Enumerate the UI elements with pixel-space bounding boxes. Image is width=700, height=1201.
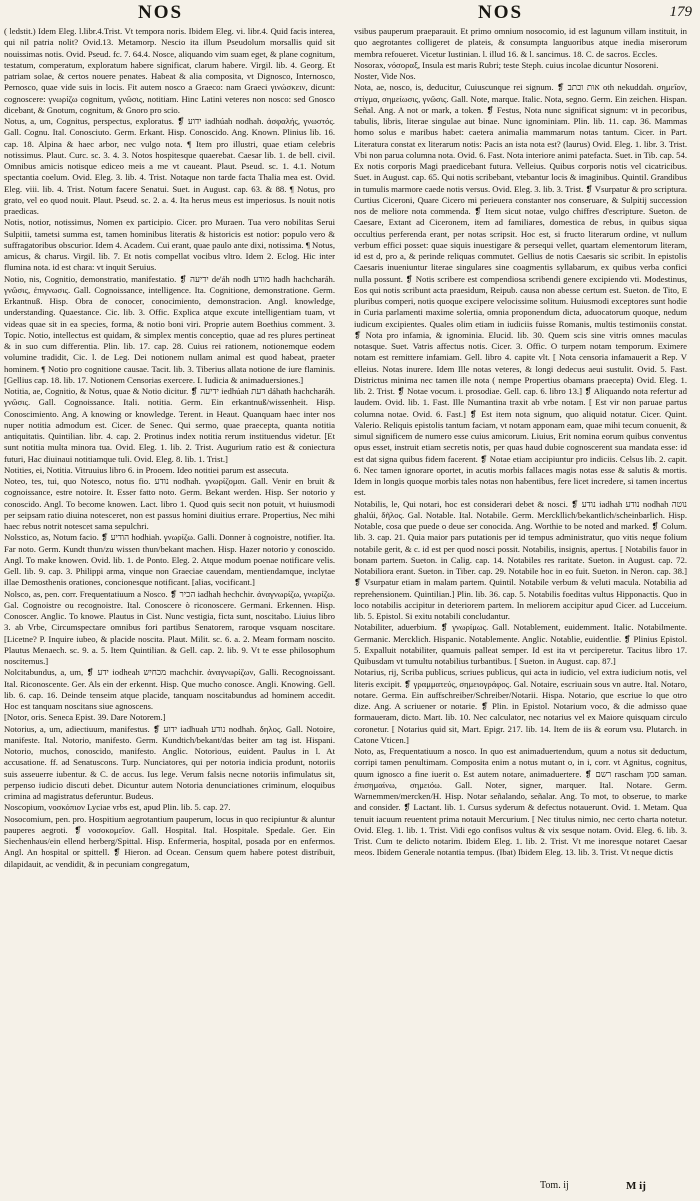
dictionary-entry: Noscopium, νοσκόπιον Lyciae vrbs est, apud Plin. lib. 5. cap. 27. bbox=[4, 802, 231, 813]
dictionary-entry: Noto, as, Frequentatiuum a nosco. In quo est animaduertendum, quum a notus sit deductum, corripi tamen penultimam. Composita enim a notus mutant o, in i, corr. vt Agnitus, cognitus, quum ignosco a fine iuerit o. Est autem notare, animaduertere. ❡ רשם rascham סמן saman. ἐπισημαίνω, σημειόω. Gall. Noter, signer, marquer. Ital. Notare. Germ. Warnemmen/mercken/H. Hisp. Notar señalando, señalar. Ang. To mot, to obserue, to marke and consider. ❡ Lactant. lib. 1. Cursus syderum & defectus notauerunt. Ovid. 1. Metam. Qua tenuit iacuum reuentent prima notauit Mercurium. [ Nec titulus nimio, nec certo charta notetur. Ovid. Eleg. 1. lib. 1. Trist. Vidi ego confisos vultus & vix sesque notam. Ovid. Eleg. 6. lib. 3. Trist. Cum te delicto notarim. Ibidem Eleg. 1. lib. 2. Trist. Vt me inoresque notaret Caesar meos. Ibidem Generale notantia tempus. (Ibat) Ibidem Eleg. 13. lib. 3. Trist. Vt neque dictis bbox=[354, 746, 687, 858]
running-head-left: NOS bbox=[138, 2, 184, 23]
page-number: 179 bbox=[669, 4, 692, 20]
dictionary-entry: Notities, ei, Notitia. Vitruuius libro 6. in Prooem. Ideo notitiei parum est assecuta. bbox=[4, 464, 289, 475]
signature-mark: M ij bbox=[626, 1180, 646, 1192]
running-head-right: NOS bbox=[478, 2, 524, 23]
page-header bbox=[0, 0, 700, 26]
dictionary-entry: Notabilis, le, Qui notari, hoc est considerari debet & nosci. ❡ נודע iadhah נודע nodhah נוטה ghalúi, δῆλος. Gal. Notable. Ital. Notabile. Germ. Merckllich/bekantlich/scheinbarlich. Hisp. Notable, cosa que puede o deue ser conocida. Ang. Worthie to be noted and marked. ❡ Colum. lib. 3. cap. 21. Quia maior pars putationis per id tempus administratur, quo vitis neque folium notabile gerit, & c. id est per quod nosci possit. Notabilis, insignis, apertus. [ Notabilis fauor in bonam partem. Sueton. in Calig. cap. 14. Notabiles res raritate. Sueton. in August. cap. 72. Notabiliora erant. Sueton. in Tiber. cap. 29. Notabile hoc in eo fuit. Sueton. in Neron. cap. 38.] ❡ Vsurpatur etiam in malam partem. Quintil. Notabile verbum & veluti macula. Notabilia ad reprehensionem. Quintilian.] Plin. lib. 36. cap. 5. Notabilis foeditas vultus Hipponactis. Quo in loco notabilis accipitur in deteriorem partem. In meliorem accipitur apud Cicer. ad Lucceium. lib. 5. Epistol. Si exitu notabili concludantur. bbox=[354, 498, 687, 621]
dictionary-entry: Noster, Vide Nos. bbox=[354, 71, 416, 81]
dictionary-entry: Notio, nis, Cognitio, demonstratio, manifestatio. ❡ ידיעה de'áh nodh מודע hadh hachcharáh. γνῶσις, ἐπιγνωσις. Gall. Cognoissance, intelligence. Ita. Cognitione, demonstratione. Germ. Erkantnuß. Hisp. Obra de conocer, conocimiento, demonstracion. Angl. knowledge, understanding. Quaestance. Cic. lib. 3. Offic. Explica atque excute intelligentiam tuam, vt videas quae sit in ea species, forma, & notio boni viri. Proprie autem Boethius comment. 3. Topic. Notio, intellectus est quidam, & simplex mentis conceptio, quae ad res plures pertineat & in suo cum differentia. Plin. lib. 17. cap. 28. Cuius rei rationem, notionemque eodem volumine tradidit, Cic. l. de Leg. Dei notionem nullam animal est quod habeat, praeter hominem. ¶ Notio pro cognitione causae. Tacit. lib. 3. Tiberius allata notione de iure flaminis. [Gellius cap. 18. lib. 17. Notionem Censorias exercere. I. Iudicia & animaduersiones.] bbox=[4, 273, 335, 385]
dictionary-entry: Noteo, tes, tui, quo Notesco, notus fio. נודע nodhah. γνωρίζομαι. Gall. Venir en bruit & cognoissance, estre notoire. It. Esser fatto noto. Germ. Bekant werden. Hisp. Ser notorio y conoscido. Angl. To become knowen. Lact. libro 1. Quod quis secit non potuit, vt huiusmodi per seipsam ratio diuina notesceret, non est passus homini diuitius errare. Propertius, Nec mihi haec rebus notrit notescet sama sepulchri. bbox=[4, 476, 335, 531]
dictionary-entry: Nosorax, νόσοραξ, Insula est maris Rubri; teste Steph. cuius incolae dicuntur Nosoreni. bbox=[354, 59, 659, 70]
dictionary-entry: Nolcitabundus, a, um, ❡ ידע iodheah מכחיש machchir. ἀναγνωρίζων, Galli. Recognoissant. Ital. Riconoscente. Ger. Als ein der erkennt. Hisp. Que mucho conosce. Angli. Knowing. Gell. lib. 6. cap. 16. Deinde tenseim atque placide, tanquam noscitabundus ad hominem accedit. Hoc est tanquam noscitans siue agnoscens. bbox=[4, 667, 335, 711]
left-column bbox=[4, 26, 335, 1174]
dictionary-entry: Notus, a, um, Cognitus, perspectus, exploratus. ❡ ידוע iadhúah nodhah. ἀσφαλής, γνωστός. Gall. Cognu. Ital. Conosciuto. Germ. Erkant. Hisp. Conoscido. Ang. Known. Plinius lib. 16. cap. 18. Alpina & haec arbor, nec vulgo nota. ¶ Item pro illustri, quae etiam celebris notissimus. Plaut. Curc. sc. 3. 4. 3. Notos hospitesque quaerebat. Caesar lib. 1. de bell. civil. Omnibus amicis notisque ediceo meis a me vt caueant. Plaut. Pseud. sc. 1. 4.1. Notum spectantia coelum. Ovid. Eleg. 3. lib. 4. Trist. Notaque non tarde facta Thalia mea est. Ovid. Eleg. viii. lib. 4. Trist. Notum facere Senatui. Suet. in August. cap. 63. & 88. ¶ Notus, pro grato, vel eo quod nouit. Plaut. Pseud. sc. 2. a. 4. Ita herus meus est imperiosus. Is nouit notis praedicas. bbox=[4, 116, 335, 216]
dictionary-entry: vsibus pauperum praeparauit. Et primo omnium nosocomio, id est lagunum villam instituit, in quo aegrotantes colligeret de plateis, & consumpta languoribus atque inedia miserorum membra refoueret. Vicetur Iustinian. l. illud 16. & l. sancimus. 18. C. de sacros. Eccles. bbox=[354, 26, 687, 59]
dictionary-entry: Notis, notior, notissimus, Nomen ex participio. Cicer. pro Muraen. Tua vero nobilitas Serui Sulpitii, tametsi summa est, tamen hominibus literatis & historicis est notior: populo vero & suffragatoribus obscurior. Idem 4. Academ. Cui erant, quae paulo ante dixi, notissima. ¶ Notus, amicus, & charus. Virgil. lib. 7. Et notis compellat vocibus vltro. Idem 2. Eclog. Hic inter flumina nota. id est chara: vt inquit Seruius. bbox=[4, 217, 335, 273]
dictionary-entry: Nota, ae, nosco, is, deducitur, Cuiuscunque rei signum. ❡ אות וכתב oth nekuddah. σημεῖον, στίγμα, σημείωσις, γνῶσις. Gall. Note, marque. Italic. Nota, segno. Germ. Ein zeichen. Hispan. Señal. Ang. A not or mark, a token. ❡ Festus, Nota nunc significat signum: vt in pecoribus, tabulis, libris, literae singulae aut binae. Nunc ignominiam. Plin. lib. 11. cap. 36. Mammas homo solus e maribus habet: caetera animalia mammarum notas tantum. Cicer. in Part. Literatura constat ex literarum notis: Pacis an ista nota est? (laurus) Ovid. Eleg. 1. libr. 3. Trist. Vbi non parua columna nota. Ovid. 6. Fast. Nota interiore animi patefacta. Suet. in Tib. cap. 54. Ex notis corporis Magi praedicebant futura. Velleius. Quibus corporis notis vel cicatricibus. Suet. in August. cap. 65. Qui notis scribebant, vtebantur locis & imaginibus. Quintil. Grandibus in tumulis marmore caede notis versus. Ovid. Eleg. 3. lib. 3. Trist. ❡ Vsurpatur & pro scriptura. Curtius Ciceroni, Quare Cicero mi perieuera constanter nos conseruare, & Sulpitij succession nos de meliore nota commenda. ❡ Item sicut notae, vulgo chiffres d'escripture. Sueton. de Caesare, Extant ad Ciceronem, item ad familiares, domestica de rebus, in quibus siqua occultius perferenda erant, per notas scripsit. Hoc est, si fructo literarum ordine, vt nullum verbum effici posset: quae siquis inuestigare & persequi vellet, quartam elementorum literam, id est d, pro a, & perinde reliquas commutet. Gellius de notis Caesaris sic scribit. In epistolis Caesaris inueniuntur literae singulares sine coagmentis syllabarum, ex quibus verba confici nulla possunt. ❡ Notis scribere est compendiosa scribendi genere excipiendo vti. Modestinus, Eos qui notis scribunt acta praesidum, Reipub. causa non abesse certum est. Sueton. de Tito, E pluribus comperi, notis quoque excipere velocissime solitum. Huiusmodi exceptores sunt hodie in Curia parlamenti maxime solertia, omnia proponendum dicta, aduocatorum quoque, nedum iudicum excipientes. Quales olim etiam in iudiciis fuisse Romanis, multis testimoniis constat. ❡ Nota pro infamia, & ignominia. Elucid. lib. 30. Quem scis sine vitris omnes maculas notasque. Suet. Vatris affectus notis. Cicer. 3. Offic. O turpem notam temporum. Eximere notam est remittere infamiam. Gell. libro 4. capite vlt. [ Nota censoria infamauerit a Rep. V elleius. Notas inurere. Idem Ille notas veteres, & longi dedecus aeui sustulit. Ovid. 5. Fast. Districtus minima nec tamen ille nota ( nempe Propertius obamans praecepta) Ovid. Eleg. 1. lib. 2. Trist. ❡ Notae vocum. i. prosodiae. Gell. cap. 6. libro 13.] ❡ Aliquando nota refertur ad laudem. Ovid. lib. 1. Fast. Ille Numantina traxit ab vrbe notam. [ Est vir non paruae partus columna notae. Ovid. 6. Fast.] ❡ Est item nota signum, quo aliquid notatur. Cicer. Quint. Valerio. Reliquis epistolis tantum faciam, vt notam apponam eam, quae mihi tecum conuenit, & simul significem de numero esse cuius amicorum. Liuius, Erit nomina eorum quibus conventus opus esset, instruit etiam secretis notis, per quas haud dubie cognoscerent sua mandata esse: id est dat signa quibus fidem facerent. ❡ Notae etiam accipiuntur pro indiciis. Celsus lib. 2. capit. 6. Nec tamen ignorare oportet, in acutis morbis fallaces magis notas esse & salutis & mortis. Idem in longis quoque morbis tales notas non habentibus, fere licet incredere, si tamen incertus est. bbox=[354, 82, 687, 498]
dictionary-entry: Nosocomium, pen. pro. Hospitium aegrotantium pauperum, locus in quo recipiuntur & aluntur pauperes aegroti. ❡ νοσοκομεῖον. Gall. Hospital. Ital. Hospitale. Spedale. Ger. Ein Siechenhaus/ein ellend herberg/Spittal. Hisp. Enfermeria, hospital, posada por en enfermos. Angl. An hospital or spittell. ❡ Hieron. ad Ocean. Censum quem habere potest distribuit, dilapidauit, ac vendidit, & in pecuniam congregatum, bbox=[4, 813, 335, 869]
dictionary-entry: Nolsstico, as, Notum facio. ❡ הודיע hodhiah. γνωρίζω. Galli. Donner à cognoistre, notifier. Ita. Far noto. Germ. Kundt thun/zu wissen thun/bekant machen. Hisp. Hazer notorio y conoscido. Angl. To make knowen. Ovid. lib. 1. de Ponto. Eleg. 2. Atque modum poenae notificare velis. Gell. lib. 9. cap. 3. Philippi arma, vinque non Graeciae cauendam, mentiendamque, inclytae illae Demosthenis orationes, concionesque notificant. [alias, vocificant.] bbox=[4, 532, 335, 588]
volume-mark: Tom. ij bbox=[540, 1180, 569, 1191]
dictionary-entry: [Notor, oris. Seneca Epist. 39. Dare Notorem.] bbox=[4, 712, 166, 723]
dictionary-entry: Notarius, rij, Scriba publicus, scriues publicus, qui acta in iudicio, vel extra iudicium notis, vel literis excipit. ❡ γραμματεύς, σημειογράφος. Gal. Notaire, escriuain sous vn autre. Ital. Notaro, notare. Germa. Ein auffschreiber/Schreiber/Notarii. Hispa. Notario, que escriue lo que otro dize. Ang. A scriuener or notarie. ❡ Plin. in Epistol. Notarium voco, & die admisso quae formaueram, dicto. Mart. lib. 10. Nec calculator, nec notarius vel ex Maiore quisquam circulo coronetur. [ Notarius quid sit, Mart. Epigr. 217. lib. 14. Item de iis & eorum vsu. Plutarch. in Catone Vticen.] bbox=[354, 667, 687, 745]
dictionary-entry: Notabiliter, aduerbium. ❡ γνωρίμως. Gall. Notablement, euidemment. Italic. Notabilmente. Germanic. Mercklich. Hispanic. Notablemente. Anglic. Notablie, euidentlie. ❡ Plinius Epistol. 5. Expalluit notabiliter, quamuis palleat semper. Id est ita vt perciperetur. Tacitus libro 17. Quibusdam vt tumultu notabilius turbantibus. [ Sueton. in August. cap. 87.] bbox=[354, 622, 687, 666]
page-footer bbox=[0, 1176, 700, 1198]
dictionary-entry: Notorius, a, um, adiectiuum, manifestus. ❡ ידוע iadhuah נודע nodhah. δηλος. Gall. Notoire, manifeste. Ital. Notorio, manifesto. Germ. Kundtich/bekant/das beiter am tag ist. Hispani. Notorio, muchos, conoscido, manifesto. Anglic. Notorious, euident. Paulus in l. At accusatione. ff. ad Senatuscons. Turp. Nunciatores, qui per notoria indicia produnt, notoriis suis asseuerre iubentur. & C. de accus. Ius lege. Verum falsis necne notoriis infimulatus sit, perpenso iudicio discuti debet. Dicuntur autem Notoria denunciationes criminum, eloquibus crimina ad magistratus deferuntur. Budeus. bbox=[4, 723, 335, 801]
dictionary-entry: ( ledstit.) Idem Eleg. l.libr.4.Trist. Vt tempora noris. Ibidem Eleg. vi. libr.4. Quid facis interea, qui nil patria nolit? Ovid.13. Metamorp. Nescio ita illum Pseudolum morsallis quid sit nouissimas notis. Ovid. Pseud. fc. 7. 64.4. Nosce, aliquando vim suam eget, & plane cognitum, testatum, comperatum, exploratum habere significat, clarum habere. Virgil. lib. 4. Georg. Et patriam solae, & certos nouere penates. Habeat & alia composita, vt Dignosco, Internosco, Pernosco, quae vide suis in locis. Fit autem nosco a Graeco: nam Graeci γινώσκειν, dicunt: cognoscere: γνωρίζω cognitum, γνῶσις, notitiam. Hinc Latini veteres non nosco: sed Gnosco dicebant, & Gnotum, cognitum, & Gnoro pro scio. bbox=[4, 26, 335, 115]
dictionary-entry: Nolsco, as, pen. corr. Frequentatiuum a Nosco. ❡ הכיר iadhah hechchir. ἀναγνωρίζω, γνωρίζω. Gal. Cognoistre ou recognoistre. Ital. Conoscere ò riconoscere. Germani. Erkennen. Hisp. Conoscer. Anglic. To knowe. Plautus in Cist. Nunc vestigia, ficta sunt, noscitabo. Liuius libro 3. ab Vrbe, Circumspectare omnibus fori partibus Senatorem, raroque vsquam noscitare. [Licetne? P. Inquire iubeo, & placide noscita. Plaut. Milit. sc. 6. a. 2. Meam formam noscito. Plautus Menaech. sc. 9. a. 5. Item Quintilian. & Gell. cap. 2. lib. 9. Vt te esse philosophum noscitemus.] bbox=[4, 588, 335, 666]
dictionary-entry: Notitia, ae, Cognitio, & Notus, quae & Notio dicitur. ❡ ידיעה iedhúah דעת dáhath hachcharáh. γνῶσις. Gall. Cognoissance. Itali. notitia. Germ. Ein erkantnuß/wissenheit. Hisp. Conoscimiento. Ang. A knowing or knowledge. Terent. in Heaut. Quanquam haec inter nos nuper notitia admodum est. Cicer. de Senec. Qui sermo, quae praecepta, quanta notitia antiquitatis. Quintilian. libr. 4. cap. 2. Protinus index notitia rerum instituendus videtur. [Et sunt notitia multa minora tua. Ovid. Eleg. 1. lib. 2. Trist. Augurium ratio est & coniectura futuri, Hac diuinaui notitiamque tuli. Ovid. Eleg. 8. lib. 1. Trist.] bbox=[4, 386, 335, 464]
right-column bbox=[354, 26, 687, 1174]
